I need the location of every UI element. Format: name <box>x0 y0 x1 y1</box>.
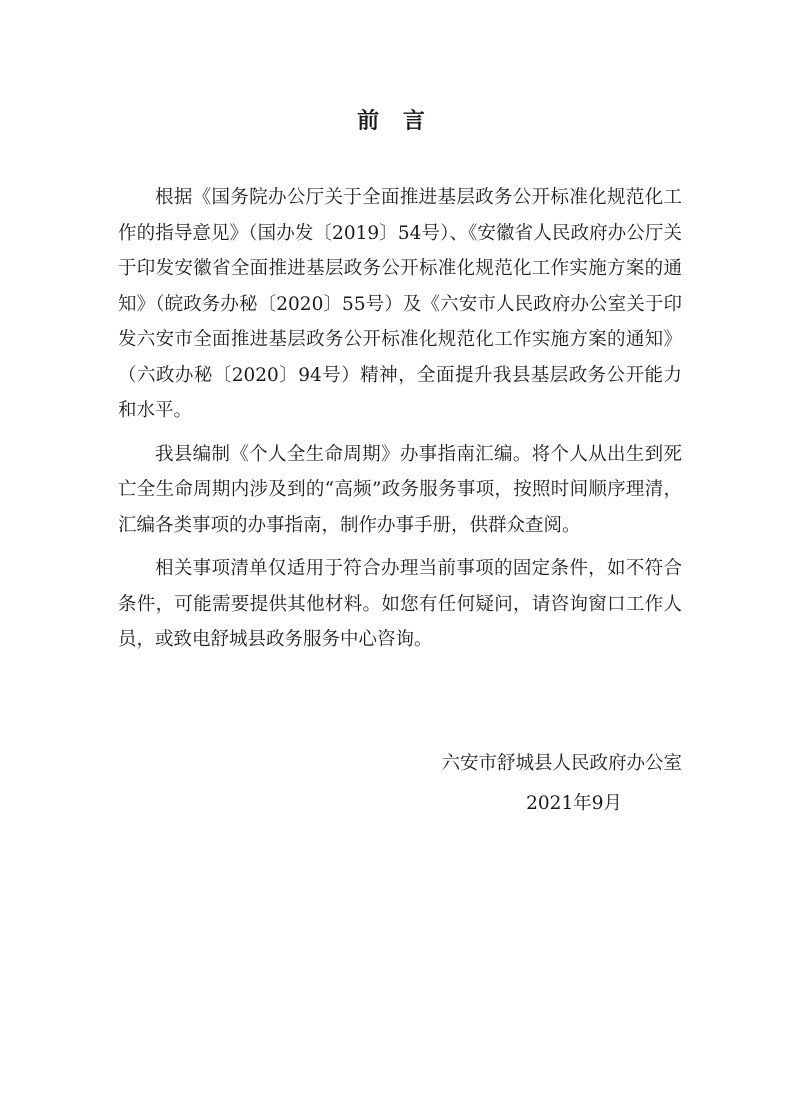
issue-date: 2021年9月 <box>526 793 622 814</box>
issuer-signature: 六安市舒城县人民政府办公室 <box>441 753 682 774</box>
paragraph-1: 根据《国务院办公厅关于全面推进基层政务公开标准化规范化工作的指导意见》（国办发〔2019〕54号）、《安徽省人民政府办公厅关于印发安徽省全面推进基层政务公开标准化规范化工作实施方案的通知》（皖政务办秘〔2020〕55号）及《六安市人民政府办公室关于印发六安市全面推进基层政务公开标准化规范化工作实施方案的通知》（六政办秘〔2020〕94号）精神，全面提升我县基层政务公开能力和水平。 <box>118 187 682 421</box>
paragraph-3: 相关事项清单仅适用于符合办理当前事项的固定条件，如不符合条件，可能需要提供其他材料。如您有任何疑问，请咨询窗口工作人员，或致电舒城县政务服务中心咨询。 <box>118 558 682 650</box>
paragraph-2: 我县编制《个人全生命周期》办事指南汇编。将个人从出生到死亡全生命周期内涉及到的“高频”政务服务事项，按照时间顺序理清，汇编各类事项的办事指南，制作办事手册，供群众查阅。 <box>118 443 682 536</box>
document-body <box>118 180 682 666</box>
page-title: 前 言 <box>357 108 433 134</box>
